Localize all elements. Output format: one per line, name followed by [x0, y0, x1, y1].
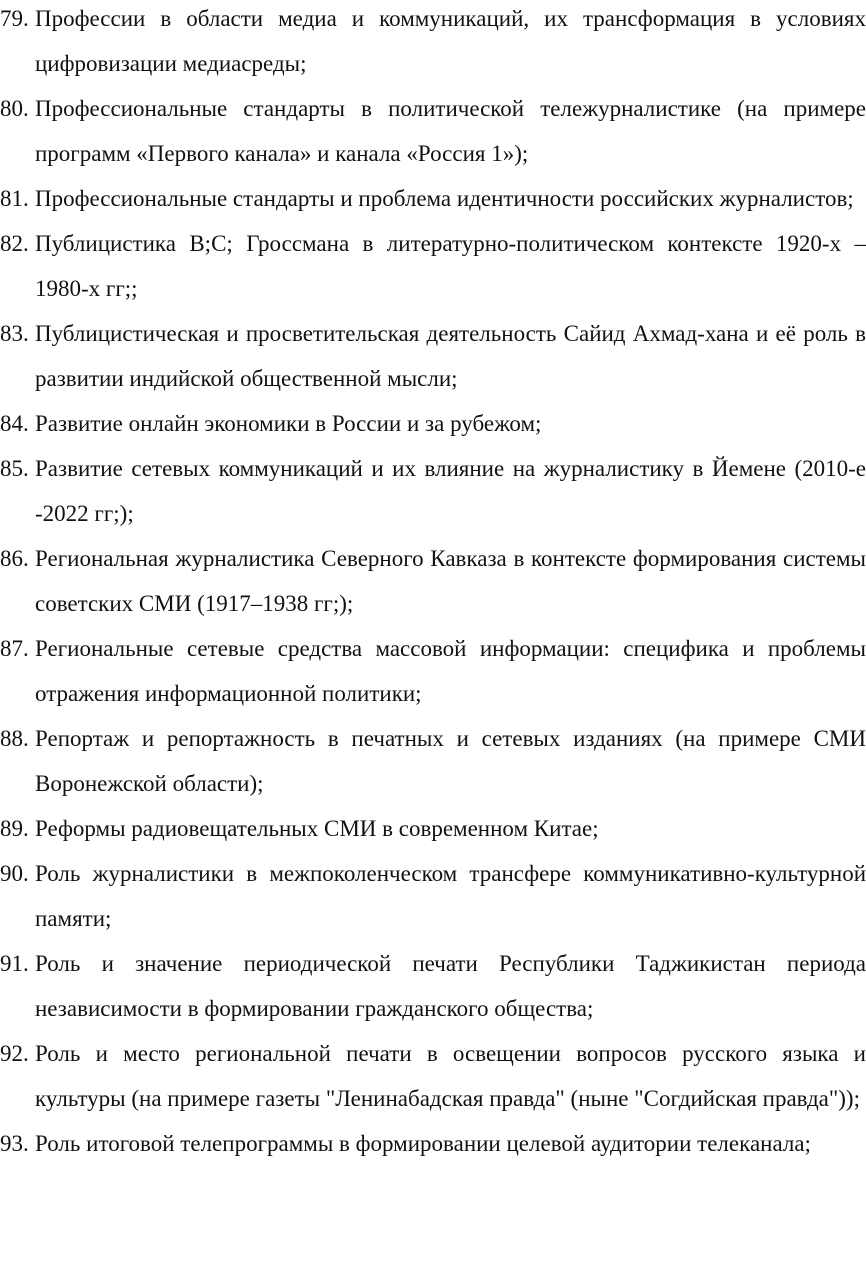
item-number: 91.: [0, 951, 29, 976]
item-number: 89.: [0, 816, 29, 841]
item-text: Региональная журналистика Северного Кавказа в контексте формирования системы советских СМИ (1917–1938 гг;);: [35, 546, 866, 616]
item-number: 88.: [0, 726, 29, 751]
list-item: [0, 401, 866, 446]
item-text: Публицистика В;С; Гроссмана в литературно-политическом контексте 1920-х – 1980-х гг;;: [35, 231, 866, 301]
list-item: [0, 851, 866, 941]
item-number: 82.: [0, 231, 29, 256]
list-item: [0, 536, 866, 626]
list-item: [0, 1031, 866, 1121]
item-text: Профессиональные стандарты и проблема идентичности российских журналистов;: [35, 186, 854, 211]
item-text: Профессиональные стандарты в политической тележурналистике (на примере программ «Первого канала» и канала «Россия 1»);: [35, 96, 866, 166]
list-item: [0, 176, 866, 221]
item-number: 84.: [0, 411, 29, 436]
item-text: Развитие онлайн экономики в России и за рубежом;: [35, 411, 542, 436]
item-number: 81.: [0, 186, 29, 211]
item-text: Реформы радиовещательных СМИ в современном Китае;: [35, 816, 599, 841]
item-text: Публицистическая и просветительская деятельность Сайид Ахмад-хана и её роль в развитии индийской общественной мысли;: [35, 321, 866, 391]
list-item: [0, 221, 866, 311]
item-number: 93.: [0, 1131, 29, 1156]
list-item: [0, 941, 866, 1031]
item-text: Роль и место региональной печати в освещении вопросов русского языка и культуры (на примере газеты "Ленинабадская правда" (ныне "Согдийская правда"));: [35, 1041, 866, 1111]
list-item: [0, 806, 866, 851]
item-number: 90.: [0, 861, 29, 886]
list-item: [0, 1121, 866, 1166]
item-text: Профессии в области медиа и коммуникаций, их трансформация в условиях цифровизации медиасреды;: [35, 6, 866, 76]
item-text: Роль итоговой телепрограммы в формировании целевой аудитории телеканала;: [35, 1131, 811, 1156]
item-number: 87.: [0, 636, 29, 661]
list-item: [0, 446, 866, 536]
list-item: [0, 86, 866, 176]
list-item: [0, 626, 866, 716]
item-text: Роль и значение периодической печати Республики Таджикистан периода независимости в формировании гражданского общества;: [35, 951, 866, 1021]
item-number: 85.: [0, 456, 29, 481]
item-number: 80.: [0, 96, 29, 121]
item-number: 92.: [0, 1041, 29, 1066]
list-item: [0, 311, 866, 401]
list-item: [0, 716, 866, 806]
item-number: 79.: [0, 6, 29, 31]
item-number: 86.: [0, 546, 29, 571]
list-item: [0, 0, 866, 86]
item-text: Региональные сетевые средства массовой информации: специфика и проблемы отражения информационной политики;: [35, 636, 866, 706]
item-text: Репортаж и репортажность в печатных и сетевых изданиях (на примере СМИ Воронежской области);: [35, 726, 866, 796]
item-number: 83.: [0, 321, 29, 346]
item-text: Развитие сетевых коммуникаций и их влияние на журналистику в Йемене (2010-е -2022 гг;);: [35, 456, 866, 526]
item-text: Роль журналистики в межпоколенческом трансфере коммуникативно-культурной памяти;: [35, 861, 866, 931]
